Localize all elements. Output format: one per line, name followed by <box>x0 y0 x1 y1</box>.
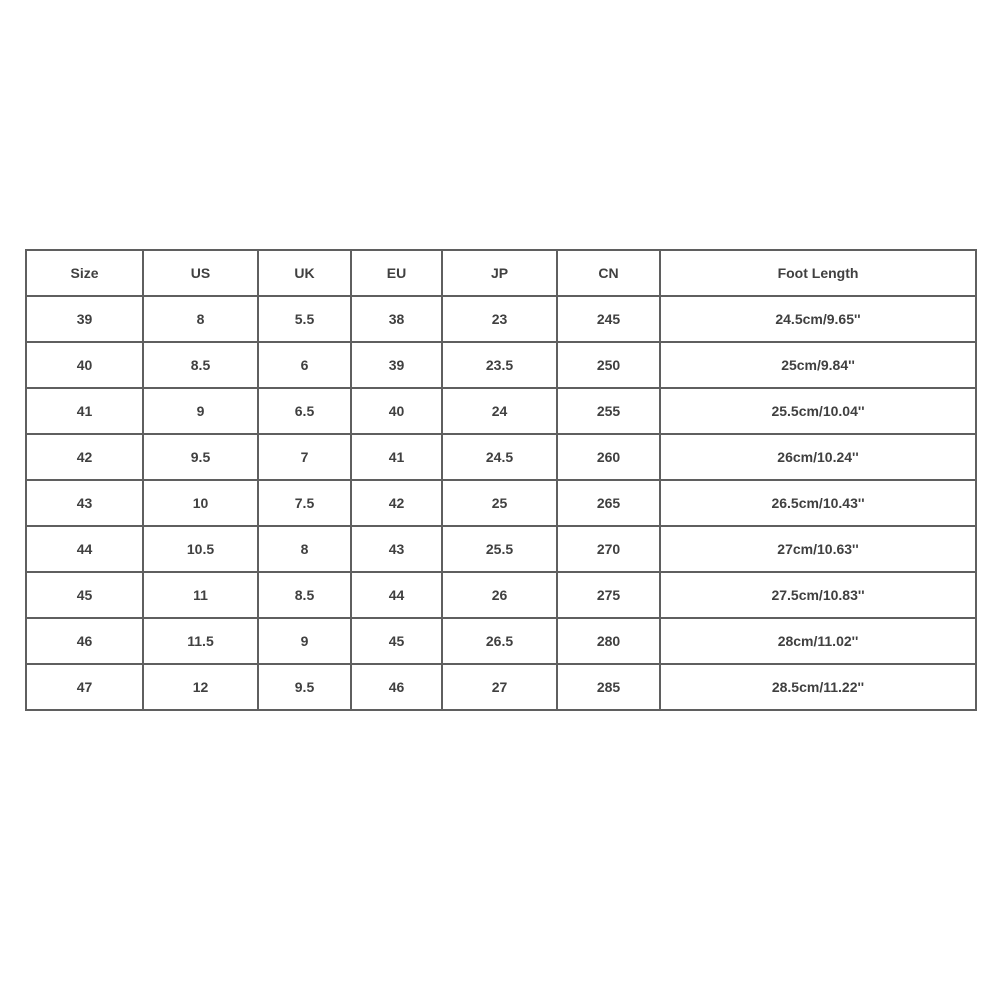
cell-us: 8 <box>143 296 258 342</box>
cell-jp: 25.5 <box>442 526 557 572</box>
cell-jp: 23.5 <box>442 342 557 388</box>
cell-eu: 44 <box>351 572 442 618</box>
cell-foot-length: 25cm/9.84'' <box>660 342 976 388</box>
cell-foot-length: 28cm/11.02'' <box>660 618 976 664</box>
cell-us: 10.5 <box>143 526 258 572</box>
cell-foot-length: 27cm/10.63'' <box>660 526 976 572</box>
cell-uk: 8 <box>258 526 351 572</box>
cell-uk: 6 <box>258 342 351 388</box>
cell-eu: 42 <box>351 480 442 526</box>
column-header-cn: CN <box>557 250 660 296</box>
cell-uk: 9.5 <box>258 664 351 710</box>
cell-eu: 38 <box>351 296 442 342</box>
cell-jp: 27 <box>442 664 557 710</box>
cell-us: 12 <box>143 664 258 710</box>
cell-eu: 45 <box>351 618 442 664</box>
cell-cn: 270 <box>557 526 660 572</box>
cell-us: 10 <box>143 480 258 526</box>
cell-eu: 39 <box>351 342 442 388</box>
cell-size: 43 <box>26 480 143 526</box>
cell-uk: 8.5 <box>258 572 351 618</box>
cell-size: 41 <box>26 388 143 434</box>
cell-size: 39 <box>26 296 143 342</box>
cell-us: 11.5 <box>143 618 258 664</box>
cell-foot-length: 26.5cm/10.43'' <box>660 480 976 526</box>
table-row <box>26 342 976 388</box>
cell-cn: 280 <box>557 618 660 664</box>
table-row <box>26 296 976 342</box>
cell-size: 44 <box>26 526 143 572</box>
column-header-jp: JP <box>442 250 557 296</box>
header-row <box>26 250 976 296</box>
cell-cn: 255 <box>557 388 660 434</box>
cell-size: 46 <box>26 618 143 664</box>
size-chart-table <box>25 249 977 711</box>
cell-foot-length: 24.5cm/9.65'' <box>660 296 976 342</box>
cell-uk: 9 <box>258 618 351 664</box>
cell-eu: 41 <box>351 434 442 480</box>
cell-cn: 245 <box>557 296 660 342</box>
column-header-us: US <box>143 250 258 296</box>
cell-foot-length: 27.5cm/10.83'' <box>660 572 976 618</box>
column-header-uk: UK <box>258 250 351 296</box>
cell-foot-length: 26cm/10.24'' <box>660 434 976 480</box>
cell-jp: 26.5 <box>442 618 557 664</box>
table-row <box>26 480 976 526</box>
cell-size: 40 <box>26 342 143 388</box>
table-row <box>26 664 976 710</box>
table-row <box>26 526 976 572</box>
cell-eu: 43 <box>351 526 442 572</box>
cell-cn: 260 <box>557 434 660 480</box>
cell-uk: 6.5 <box>258 388 351 434</box>
column-header-size: Size <box>26 250 143 296</box>
cell-uk: 7 <box>258 434 351 480</box>
cell-jp: 25 <box>442 480 557 526</box>
table-row <box>26 388 976 434</box>
cell-cn: 275 <box>557 572 660 618</box>
cell-cn: 250 <box>557 342 660 388</box>
cell-uk: 5.5 <box>258 296 351 342</box>
cell-jp: 23 <box>442 296 557 342</box>
cell-foot-length: 28.5cm/11.22'' <box>660 664 976 710</box>
cell-jp: 24 <box>442 388 557 434</box>
cell-foot-length: 25.5cm/10.04'' <box>660 388 976 434</box>
cell-us: 9 <box>143 388 258 434</box>
cell-cn: 265 <box>557 480 660 526</box>
table-row <box>26 618 976 664</box>
cell-uk: 7.5 <box>258 480 351 526</box>
cell-us: 11 <box>143 572 258 618</box>
table-row <box>26 572 976 618</box>
cell-jp: 24.5 <box>442 434 557 480</box>
cell-us: 8.5 <box>143 342 258 388</box>
cell-eu: 40 <box>351 388 442 434</box>
cell-eu: 46 <box>351 664 442 710</box>
cell-size: 42 <box>26 434 143 480</box>
cell-us: 9.5 <box>143 434 258 480</box>
cell-cn: 285 <box>557 664 660 710</box>
table-row <box>26 434 976 480</box>
cell-size: 47 <box>26 664 143 710</box>
cell-jp: 26 <box>442 572 557 618</box>
cell-size: 45 <box>26 572 143 618</box>
column-header-eu: EU <box>351 250 442 296</box>
column-header-foot-length: Foot Length <box>660 250 976 296</box>
